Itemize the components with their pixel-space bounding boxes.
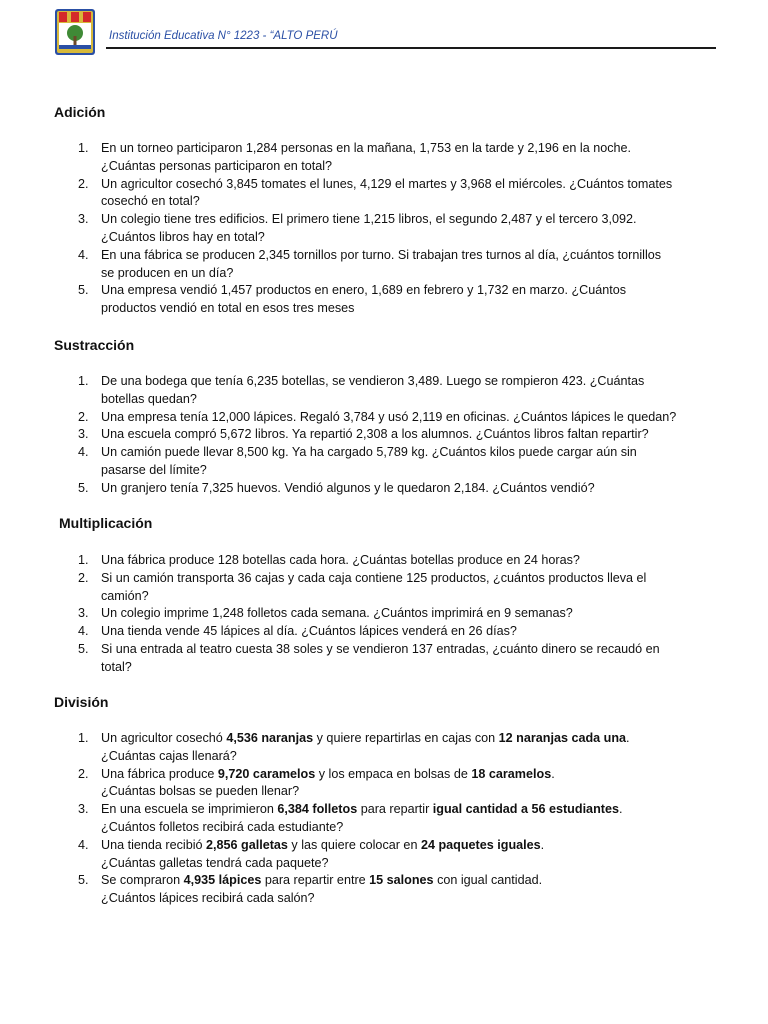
list-item: 2. Una fábrica produce 9,720 caramelos y los empaca en bolsas de 18 caramelos. ¿Cuántas bolsas se pueden llenar? bbox=[78, 766, 555, 799]
list-item: 3. Una escuela compró 5,672 libros. Ya repartió 2,308 a los alumnos. ¿Cuántos libros faltan repartir? bbox=[78, 427, 649, 442]
problem-list-division bbox=[78, 730, 751, 908]
list-item: 5. Si una entrada al teatro cuesta 38 soles y se vendieron 137 entradas, ¿cuánto dinero se recaudó en total? bbox=[78, 641, 660, 674]
list-item: 1. Un agricultor cosechó 4,536 naranjas y quiere repartirlas en cajas con 12 naranjas cada una. ¿Cuántas cajas llenará? bbox=[78, 731, 630, 763]
list-item: 3. En una escuela se imprimieron 6,384 folletos para repartir igual cantidad a 56 estudiantes. ¿Cuántos folletos recibirá cada estudiante? bbox=[78, 802, 623, 834]
section-title-adicion: Adición bbox=[54, 104, 106, 120]
list-item: 4. Un camión puede llevar 8,500 kg. Ya ha cargado 5,789 kg. ¿Cuántos kilos puede cargar aún sin pasarse del límite? bbox=[78, 445, 637, 477]
list-item: 3. Un colegio tiene tres edificios. El primero tiene 1,215 libros, el segundo 2,487 y el tercero 3,092. ¿Cuántos libros hay en total? bbox=[78, 212, 637, 244]
list-item: 1. En un torneo participaron 1,284 personas en la mañana, 1,753 en la tarde y 2,196 en la noche. ¿Cuántas personas participaron en total? bbox=[78, 141, 632, 173]
list-item: 4. En una fábrica se producen 2,345 tornillos por turno. Si trabajan tres turnos al día, ¿cuántos tornillos se producen en un día? bbox=[78, 247, 662, 280]
list-item: 5. Se compraron 4,935 lápices para repartir entre 15 salones con igual cantidad. ¿Cuántos lápices recibirá cada salón? bbox=[78, 873, 543, 906]
page-header bbox=[54, 8, 716, 58]
list-item: 2. Una empresa tenía 12,000 lápices. Regaló 3,784 y usó 2,119 en oficinas. ¿Cuántos lápices le quedan? bbox=[78, 409, 677, 424]
section-title-division: División bbox=[54, 694, 109, 710]
problem-list-adicion bbox=[78, 140, 751, 318]
problem-list-sustraccion bbox=[78, 373, 751, 498]
section-title-multiplicacion: Multiplicación bbox=[59, 515, 153, 531]
list-item: 2. Un agricultor cosechó 3,845 tomates el lunes, 4,129 el martes y 3,968 el miércoles. ¿Cuántos tomates cosechó en total? bbox=[78, 176, 673, 209]
problem-list-multiplicacion bbox=[78, 552, 751, 677]
section-title-sustraccion: Sustracción bbox=[54, 337, 135, 353]
list-item: 4. Una tienda vende 45 lápices al día. ¿Cuántos lápices venderá en 26 días? bbox=[78, 624, 517, 639]
header-divider bbox=[106, 47, 716, 49]
list-item: 3. Un colegio imprime 1,248 folletos cada semana. ¿Cuántos imprimirá en 9 semanas? bbox=[78, 606, 573, 621]
list-item: 4. Una tienda recibió 2,856 galletas y las quiere colocar en 24 paquetes iguales. ¿Cuántas galletas tendrá cada paquete? bbox=[78, 837, 545, 870]
list-item: 2. Si un camión transporta 36 cajas y cada caja contiene 125 productos, ¿cuántos productos lleva el camión? bbox=[78, 570, 647, 603]
school-crest-icon bbox=[54, 8, 96, 56]
institution-name: Institución Educativa N° 1223 - “ALTO PERÚ bbox=[109, 30, 338, 42]
list-item: 1. De una bodega que tenía 6,235 botellas, se vendieron 3,489. Luego se rompieron 423. ¿Cuántas botellas quedan? bbox=[78, 374, 645, 406]
list-item: 1. Una fábrica produce 128 botellas cada hora. ¿Cuántas botellas produce en 24 horas? bbox=[78, 553, 580, 567]
list-item: 5. Una empresa vendió 1,457 productos en enero, 1,689 en febrero y 1,732 en marzo. ¿Cuántos productos vendió en total en esos tres meses bbox=[78, 283, 627, 316]
list-item: 5. Un granjero tenía 7,325 huevos. Vendió algunos y le quedaron 2,184. ¿Cuántos vendió? bbox=[78, 480, 595, 495]
